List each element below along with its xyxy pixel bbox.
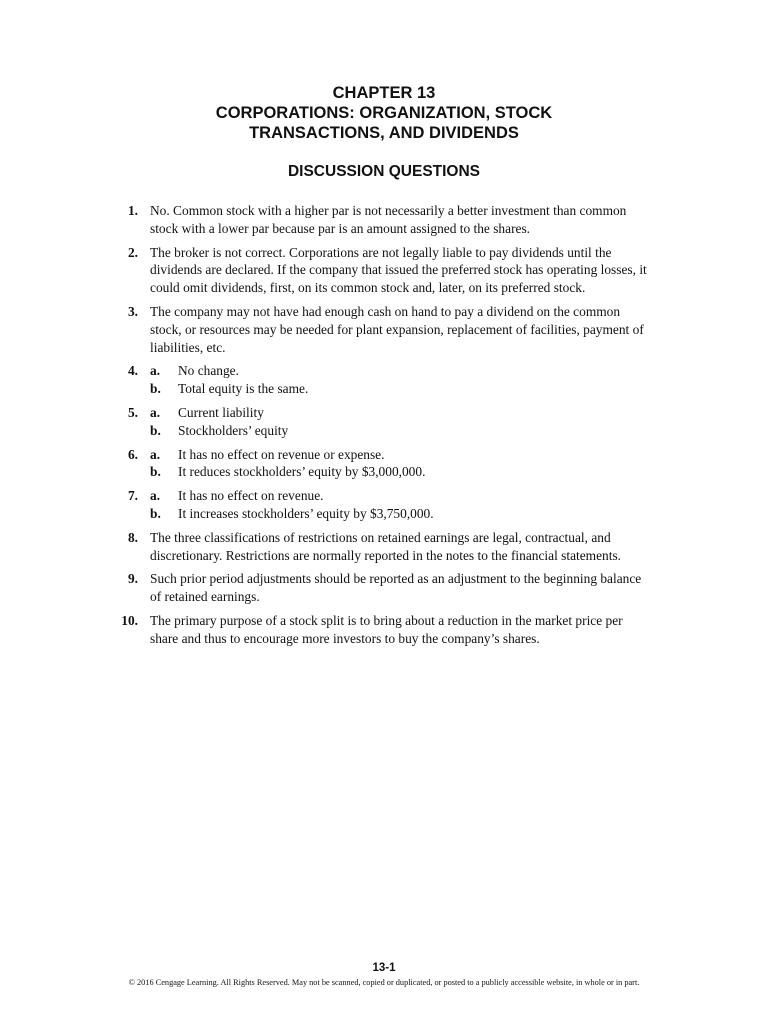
part-text: It increases stockholders’ equity by $3,750,000.: [178, 505, 434, 521]
question-3: [112, 303, 652, 356]
question-number: 6.: [127, 446, 138, 462]
chapter-title-line-1: CORPORATIONS: ORGANIZATION, STOCK: [215, 104, 553, 122]
question-number: 8.: [127, 529, 138, 545]
question-text: The company may not have had enough cash on hand to pay a dividend on the common stock, or resources may be needed for plant expansion, replacement of facilities, payment of liabilities, etc.: [150, 303, 644, 355]
chapter-title-line-2: TRANSACTIONS, AND DIVIDENDS: [249, 124, 519, 142]
question-number: 3.: [127, 303, 138, 319]
part-text: It has no effect on revenue.: [178, 488, 324, 504]
part-letter: b.: [150, 505, 161, 521]
question-1: [112, 202, 652, 238]
part-text: Current liability: [178, 404, 264, 420]
question-text: The three classifications of restrictions on retained earnings are legal, contractual, and discretionary. Restrictions are normally reported in the notes to the financial statements.: [150, 529, 622, 563]
part-text: Stockholders’ equity: [178, 422, 289, 438]
part-letter: b.: [150, 381, 161, 397]
part-text: No change.: [178, 363, 239, 379]
chapter-header: [0, 83, 768, 143]
question-text: The broker is not correct. Corporations are not legally liable to pay dividends until the dividends are declared. If the company that issued the preferred stock has operating losses, it could omit dividends, first, on its common stock and, later, on its preferred stock.: [150, 244, 647, 296]
question-4: [112, 362, 652, 398]
question-number: 2.: [127, 244, 138, 260]
part-text: It reduces stockholders’ equity by $3,000,000.: [178, 464, 426, 480]
answer-part-b: [150, 380, 652, 398]
question-number: 9.: [127, 571, 138, 587]
question-6: [112, 446, 652, 482]
part-letter: b.: [150, 464, 161, 480]
question-2: [112, 244, 652, 297]
question-number: 5.: [127, 404, 138, 420]
chapter-number: CHAPTER 13: [332, 84, 436, 102]
question-number: 10.: [121, 612, 138, 628]
question-text: The primary purpose of a stock split is to bring about a reduction in the market price per share and thus to encourage more investors to buy the company’s shares.: [150, 612, 623, 646]
question-number: 4.: [127, 363, 138, 379]
part-letter: a.: [150, 488, 161, 504]
answer-part-a: [150, 487, 652, 505]
answer-part-a: [150, 446, 652, 464]
answer-part-b: [150, 505, 652, 523]
answer-part-b: [150, 463, 652, 481]
question-number: 1.: [127, 203, 138, 218]
question-number: 7.: [127, 488, 138, 504]
question-8: [112, 529, 652, 565]
answer-part-a: [150, 404, 652, 422]
page-number: 13-1: [372, 962, 396, 974]
copyright-notice: © 2016 Cengage Learning. All Rights Reserved. May not be scanned, copied or duplicated, or posted to a publicly accessible website, in whole or in part.: [128, 978, 640, 987]
question-7: [112, 487, 652, 523]
part-letter: a.: [150, 446, 161, 462]
question-9: [112, 570, 652, 606]
question-5: [112, 404, 652, 440]
part-letter: a.: [150, 363, 161, 379]
question-text: Such prior period adjustments should be reported as an adjustment to the beginning balance of retained earnings.: [150, 571, 642, 605]
section-title: DISCUSSION QUESTIONS: [287, 163, 481, 180]
part-letter: a.: [150, 404, 161, 420]
part-letter: b.: [150, 422, 161, 438]
part-text: Total equity is the same.: [178, 381, 309, 397]
questions-list: [112, 202, 652, 654]
answer-part-b: [150, 422, 652, 440]
answer-part-a: [150, 362, 652, 380]
part-text: It has no effect on revenue or expense.: [178, 446, 385, 462]
question-text: No. Common stock with a higher par is not necessarily a better investment than common stock with a lower par because par is an amount assigned to the shares.: [150, 203, 627, 236]
question-10: [112, 612, 652, 648]
